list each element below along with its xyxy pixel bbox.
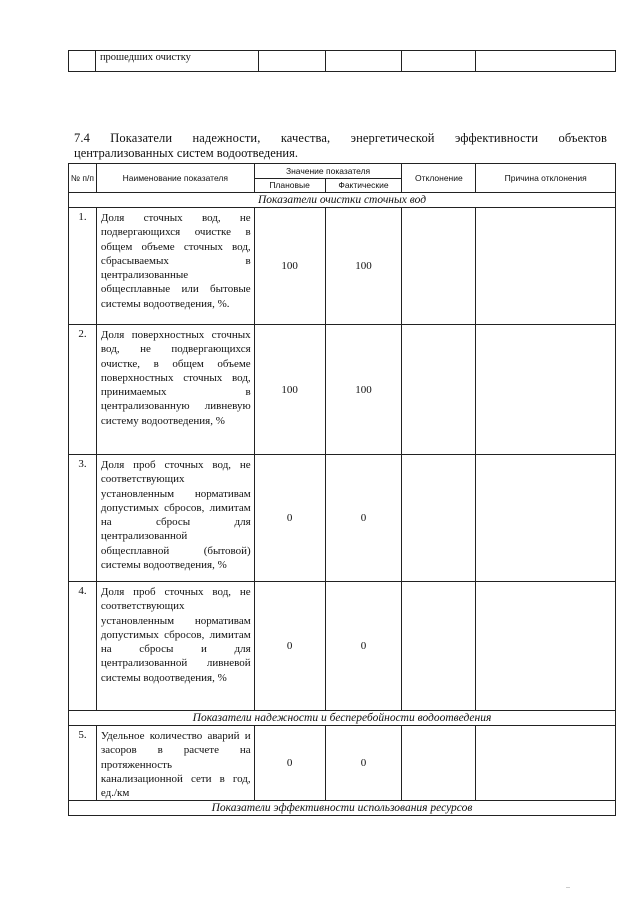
header-actual: Фактические (325, 178, 402, 193)
reason-value (476, 455, 616, 582)
indicator-name: Доля проб сточных вод, не соответствующих установленным нормативам допустимых сбросов, лимитам на сбросы и для централизованной ливневой системы водоотведения, % (96, 582, 254, 711)
row-number: 5. (69, 726, 97, 801)
planned-value: 0 (254, 582, 325, 711)
scan-mark (566, 887, 570, 888)
table-row (69, 325, 616, 455)
header-value-group: Значение показателя (254, 164, 402, 179)
section-heading-continued: централизованных систем водоотведения. (74, 146, 298, 160)
deviation-value (402, 455, 476, 582)
actual-value: 0 (325, 455, 402, 582)
section-title: Показатели эффективности использования ресурсов (69, 801, 616, 816)
header-planned: Плановые (254, 178, 325, 193)
reason-value (476, 208, 616, 325)
table-row (69, 455, 616, 582)
table-row (69, 726, 616, 801)
indicator-name: Доля проб сточных вод, не соответствующих установленным нормативам допустимых сбросов, лимитам на сбросы для централизованной общесплавной (бытовой) системы водоотведения, % (96, 455, 254, 582)
indicator-name: Доля поверхностных сточных вод, не подвергающихся очистке, в общем объеме поверхностных сточных вод, принимаемых в централизованную ливневую систему водоотведения, % (96, 325, 254, 455)
section-title: Показатели очистки сточных вод (69, 193, 616, 208)
table-row (69, 582, 616, 711)
deviation-value (402, 208, 476, 325)
reason-value (476, 325, 616, 455)
cell-text: прошедших очистку (95, 51, 258, 72)
header-reason: Причина отклонения (476, 164, 616, 193)
header-deviation: Отклонение (402, 164, 476, 193)
actual-value: 100 (325, 325, 402, 455)
table-row (69, 51, 616, 72)
previous-table-fragment (68, 50, 616, 72)
actual-value: 0 (325, 582, 402, 711)
deviation-value (402, 582, 476, 711)
actual-value: 0 (325, 726, 402, 801)
planned-value: 0 (254, 455, 325, 582)
planned-value: 100 (254, 325, 325, 455)
section-row (69, 801, 616, 816)
planned-value: 100 (254, 208, 325, 325)
section-heading: 7.4 Показатели надежности, качества, энергетической эффективности объектов (74, 131, 607, 145)
planned-value: 0 (254, 726, 325, 801)
header-num: № п/п (69, 164, 97, 193)
header-name: Наименование показателя (96, 164, 254, 193)
reason-value (476, 726, 616, 801)
row-number: 3. (69, 455, 97, 582)
reason-value (476, 582, 616, 711)
table-header-row (69, 164, 616, 179)
indicators-table (68, 163, 616, 816)
deviation-value (402, 325, 476, 455)
section-title: Показатели надежности и бесперебойности водоотведения (69, 711, 616, 726)
actual-value: 100 (325, 208, 402, 325)
deviation-value (402, 726, 476, 801)
indicator-name: Удельное количество аварий и засоров в расчете на протяженность канализационной сети в год, ед./км (96, 726, 254, 801)
row-number: 2. (69, 325, 97, 455)
indicator-name: Доля сточных вод, не подвергающихся очистке в общем объеме сточных вод, сбрасываемых в централизованные общесплавные или бытовые системы водоотведения, %. (96, 208, 254, 325)
table-row (69, 208, 616, 325)
section-row (69, 193, 616, 208)
section-row (69, 711, 616, 726)
row-number: 1. (69, 208, 97, 325)
row-number: 4. (69, 582, 97, 711)
